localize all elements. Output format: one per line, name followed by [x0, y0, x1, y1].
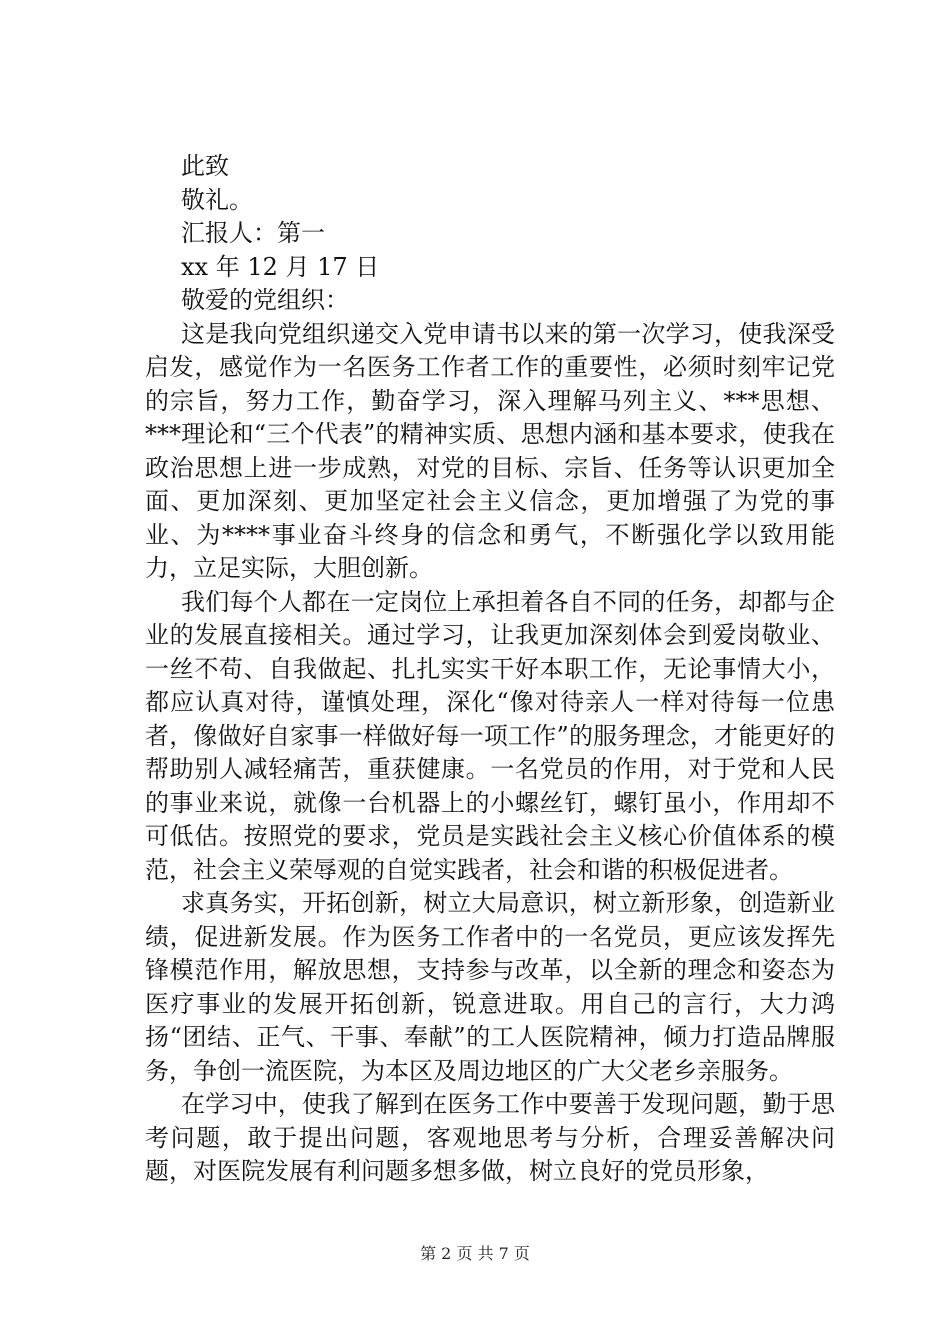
closing-salute-2: 敬礼。: [181, 185, 253, 214]
paragraph-4: 在学习中，使我了解到在医务工作中要善于发现问题，勤于思考问题，敢于提出问题，客观地思考与分析，合理妥善解决问题，对医院发展有利问题多想多做，树立良好的党员形象，: [145, 1090, 835, 1185]
reporter-line: 汇报人：第一: [181, 219, 325, 247]
letter-greeting: 敬爱的党组织：: [181, 286, 349, 314]
page-footer: 第 2 页 共 7 页: [420, 1244, 530, 1263]
paragraph-3: 求真务实，开拓创新，树立大局意识，树立新形象，创造新业绩，促进新发展。作为医务工作者中的一名党员，更应该发挥先锋模范作用，解放思想，支持参与改革，以全新的理念和姿态为医疗事业的发展开拓创新，锐意进取。用自己的言行，大力鸿扬“团结、正气、干事、奉献”的工人医院精神，倾力打造品牌服务，争创一流医院，为本区及周边地区的广大父老乡亲服务。: [145, 889, 835, 1085]
date-line: xx 年 12 月 17 日: [181, 252, 380, 281]
paragraph-1: 这是我向党组织递交入党申请书以来的第一次学习，使我深受启发，感觉作为一名医务工作者工作的重要性，必须时刻牢记党的宗旨，努力工作，勤奋学习，深入理解马列主义、***思想、***理论和“三个代表”的精神实质、思想内涵和基本要求，使我在政治思想上进一步成熟，对党的目标、宗旨、任务等认识更加全面、更加深刻、更加坚定社会主义信念，更加增强了为党的事业、为****事业奋斗终身的信念和勇气，不断强化学以致用能力，立足实际，大胆创新。: [145, 319, 835, 582]
document-body: [145, 150, 835, 1189]
closing-salute-1: 此致: [181, 152, 229, 180]
paragraph-2: 我们每个人都在一定岗位上承担着各自不同的任务，却都与企业的发展直接相关。通过学习，让我更加深刻体会到爱岗敬业、一丝不苟、自我做起、扎扎实实干好本职工作，无论事情大小，都应认真对待，谨慎处理，深化“像对待亲人一样对待每一位患者，像做好自家事一样做好每一项工作”的服务理念，才能更好的帮助别人减轻痛苦，重获健康。一名党员的作用，对于党和人民的事业来说，就像一台机器上的小螺丝钉，螺钉虽小，作用却不可低估。按照党的要求，党员是实践社会主义核心价值体系的模范，社会主义荣辱观的自觉实践者，社会和谐的积极促进者。: [145, 587, 835, 884]
